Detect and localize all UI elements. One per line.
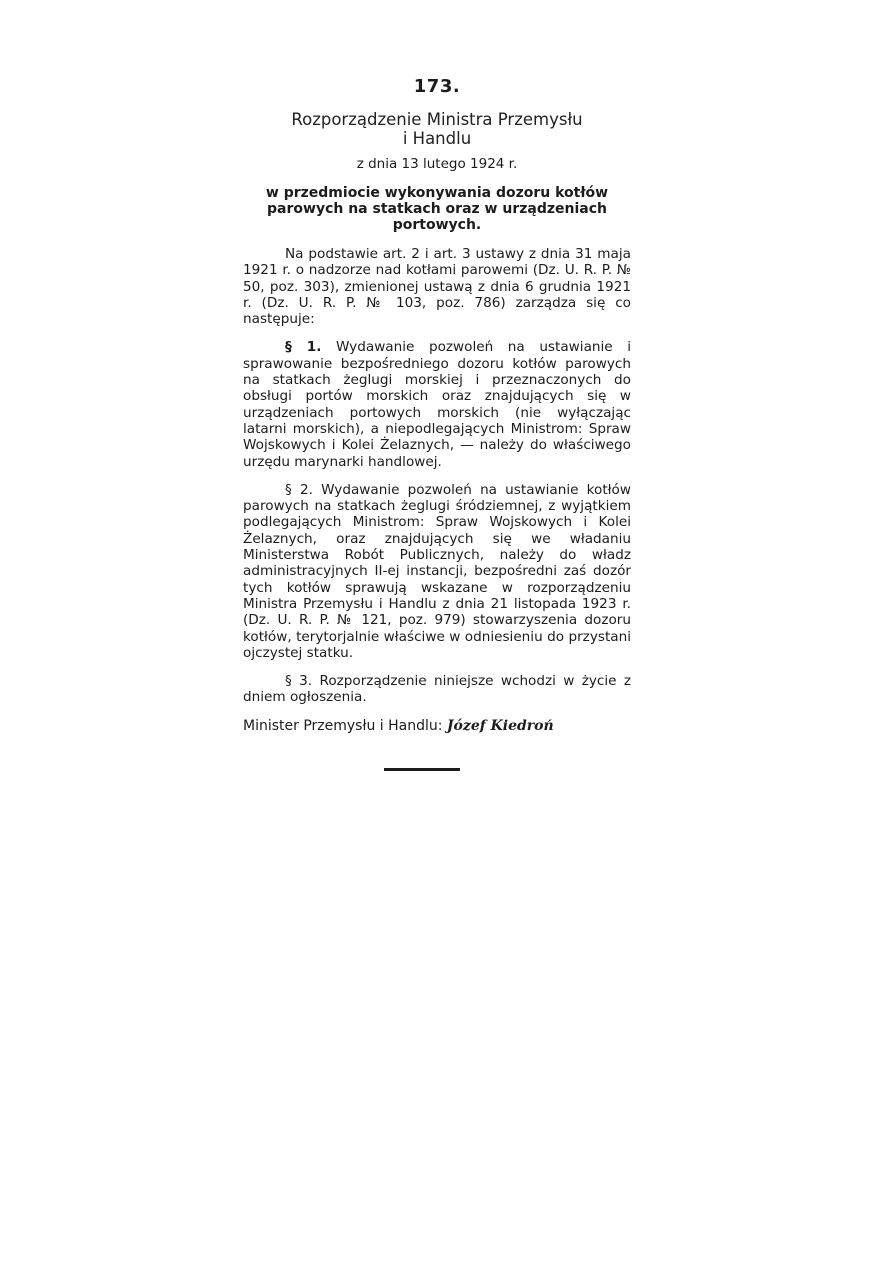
title-line-2: i Handlu	[402, 129, 472, 148]
title-line-1: Rozporządzenie Ministra Przemysłu	[291, 110, 583, 129]
section-2	[243, 482, 631, 661]
section-2-label: § 2.	[285, 481, 313, 498]
section-3-label: § 3.	[285, 673, 313, 690]
regulation-title	[243, 110, 631, 148]
preamble: Na podstawie art. 2 i art. 3 ustawy z dnia 31 maja 1921 r. o nadzorze nad kotłami parowemi (Dz. U. R. P. № 50, poz. 303), zmienionej ustawą z dnia 6 grudnia 1921 r. (Dz. U. R. P. № 103, poz. 786) zarządza się co następuje:	[243, 246, 631, 328]
closing-rule	[384, 768, 460, 771]
signature-line	[243, 718, 631, 734]
section-1	[243, 339, 631, 469]
section-2-text: Wydawanie pozwoleń na ustawianie kotłów parowych na statkach żeglugi śródziemnej, z wyjątkiem podlegających Ministrom: Spraw Wojskowych i Kolei Żelaznych, oraz znajdujących się we władaniu Ministerstwa Robót Publicznych, należy do władz administracyjnych II-ej instancji, bezpośredni zaś dozór tych kotłów sprawują wskazane w rozporządzeniu Ministra Przemysłu i Handlu z dnia 21 listopada 1923 r. (Dz. U. R. P. № 121, poz. 979) stowarzyszenia dozoru kotłów, terytorjalnie właściwe w odniesieniu do przystani ojczystej statku.	[243, 481, 631, 661]
signature-role: Minister Przemysłu i Handlu:	[243, 717, 443, 734]
regulation-subject: w przedmiocie wykonywania dozoru kotłów parowych na statkach oraz w urządzeniach portowych.	[265, 185, 609, 233]
section-3-text: Rozporządzenie niniejsze wchodzi w życie z dniem ogłoszenia.	[243, 673, 632, 706]
section-1-text: Wydawanie pozwoleń na ustawianie i sprawowanie bezpośredniego dozoru kotłów parowych na statkach żeglugi morskiej i przeznaczonych do obsługi portów morskich oraz znajdujących się w urządzeniach portowych morskich (nie wyłączając latarni morskich), a niepodlegających Ministrom: Spraw Wojskowych i Kolei Żelaznych, — należy do właściwego urzędu marynarki handlowej.	[243, 339, 632, 470]
regulation-date: z dnia 13 lutego 1924 r.	[356, 156, 518, 172]
section-1-label: § 1.	[285, 339, 322, 356]
item-number: 173.	[413, 76, 461, 97]
gazette-page	[243, 76, 631, 771]
section-3	[243, 673, 631, 706]
signature-name: Józef Kiedroń	[446, 717, 554, 734]
